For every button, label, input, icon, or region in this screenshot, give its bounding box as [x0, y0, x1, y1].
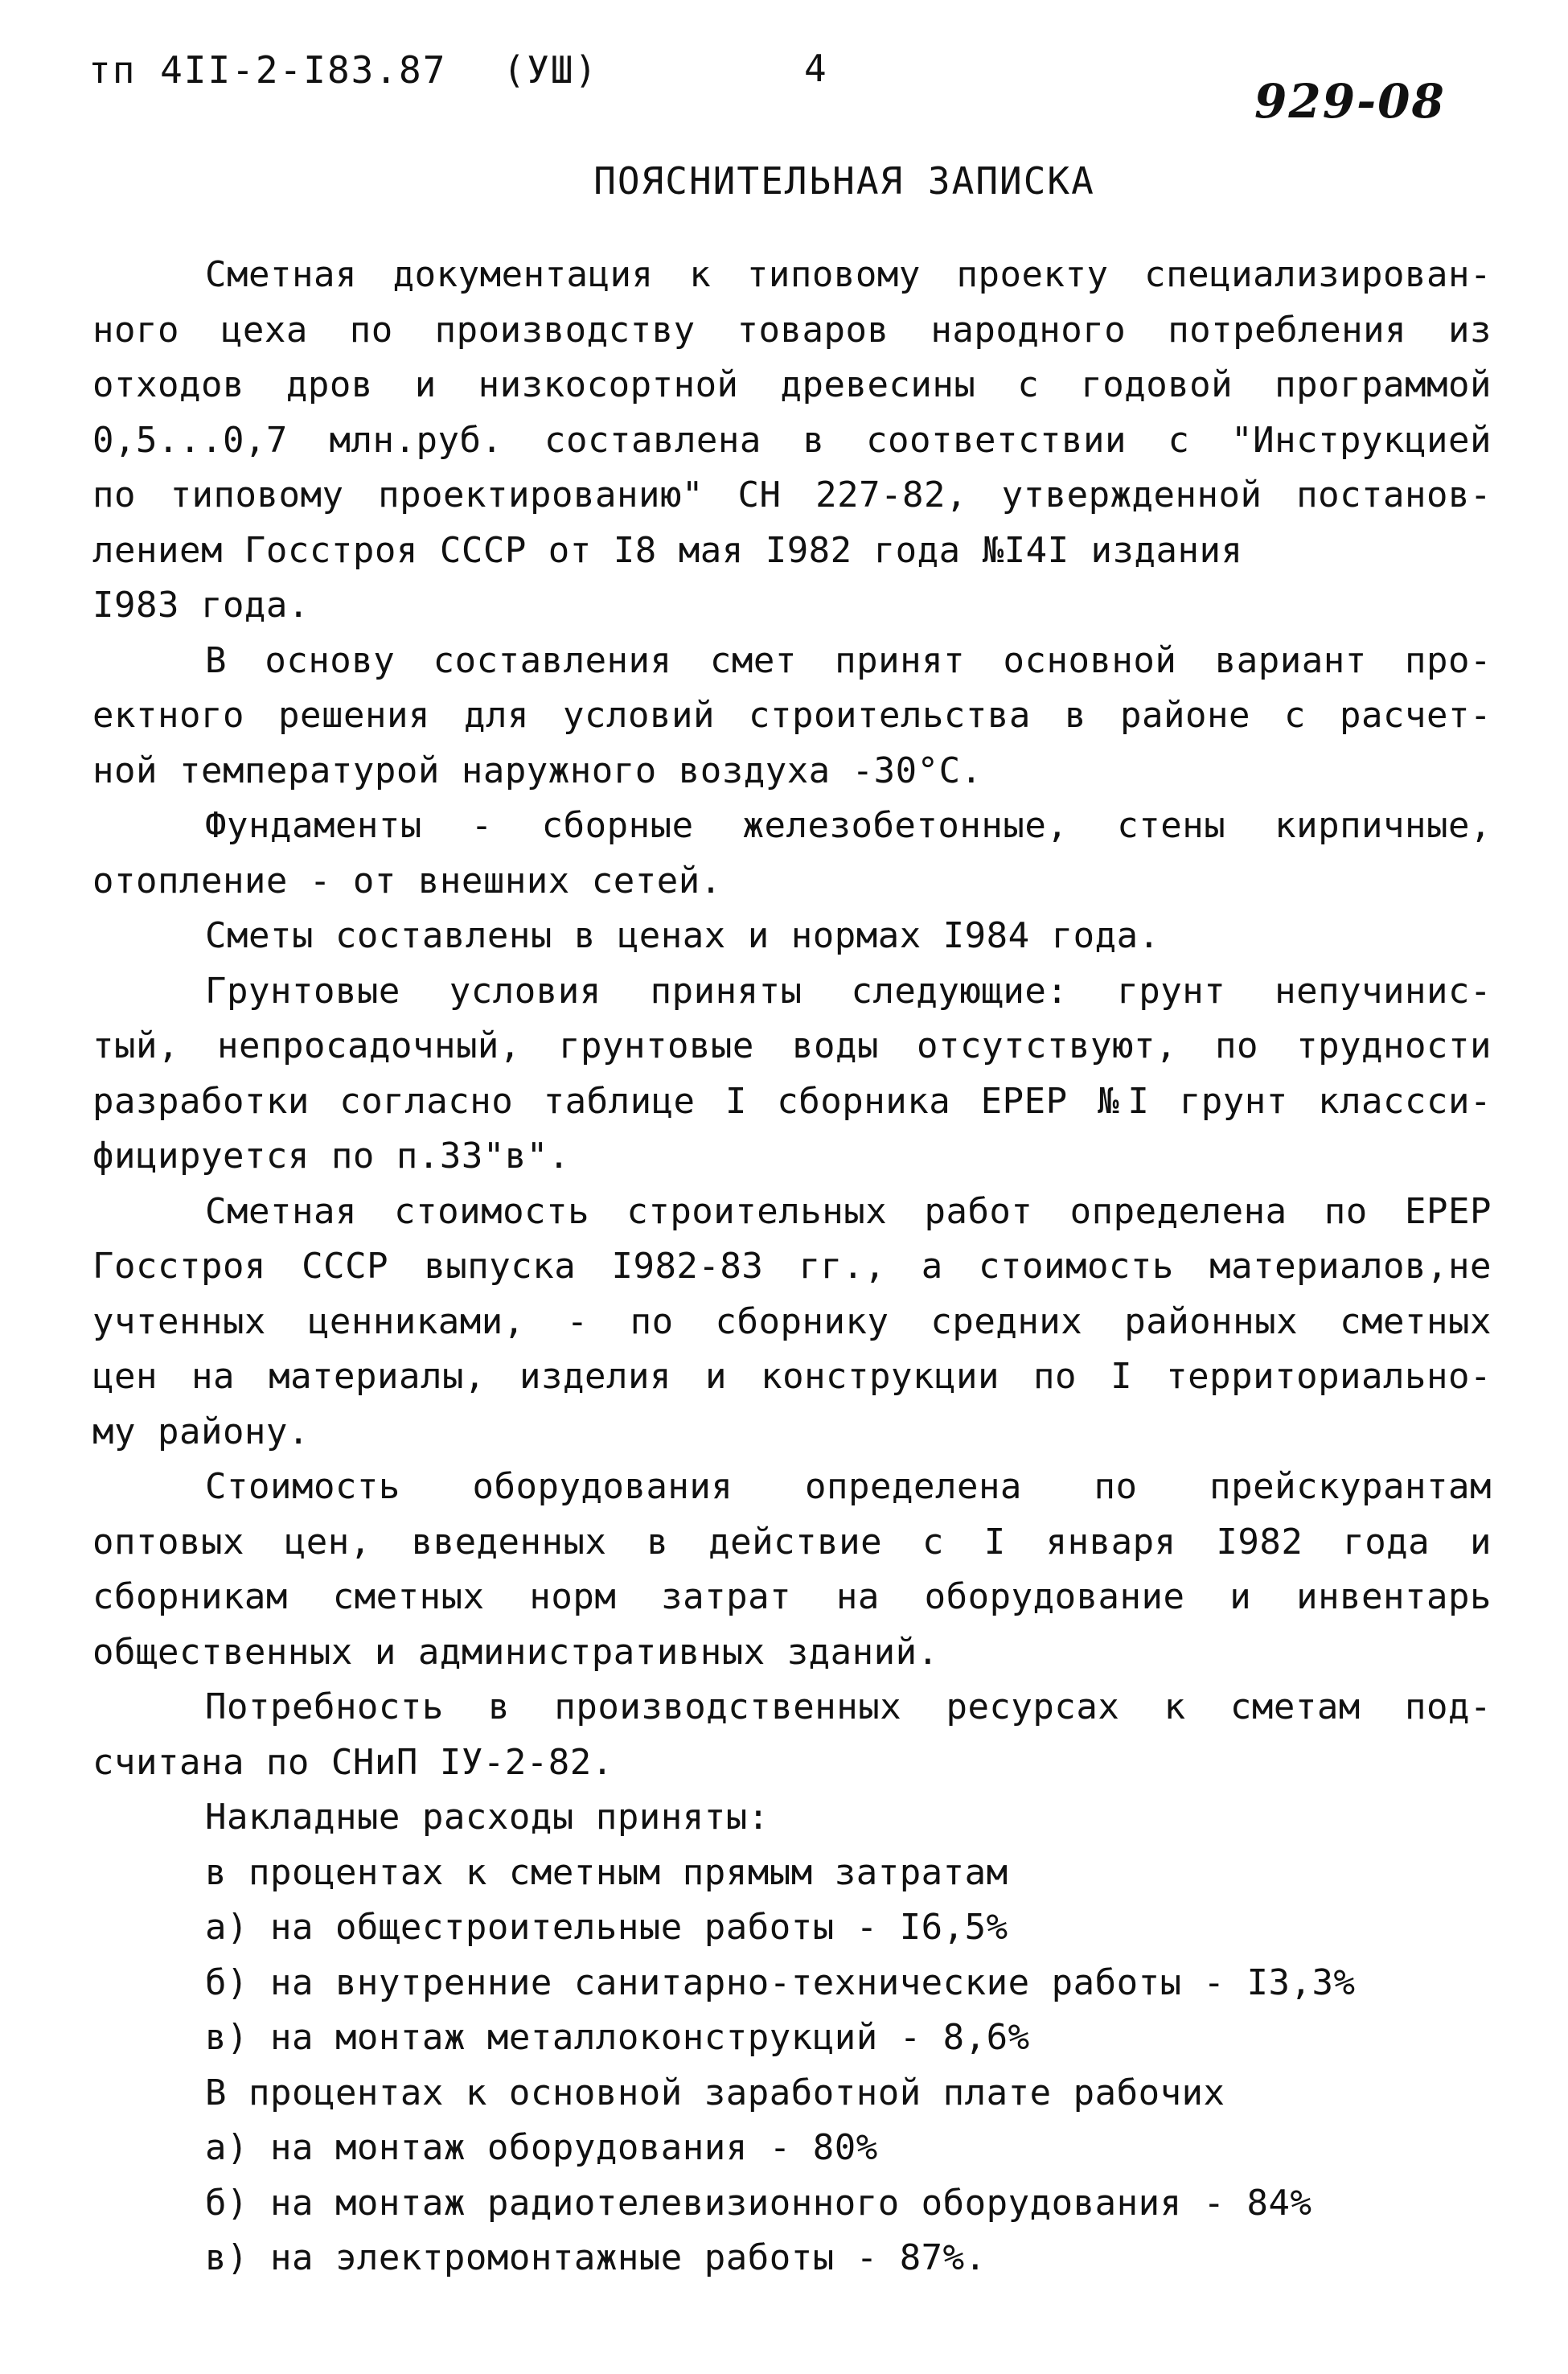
text-line: считана по СНиП IУ-2-82.: [92, 1741, 614, 1783]
volume-part: (УШ): [503, 48, 599, 92]
text-line: 0,5...0,7 млн.руб. составлена в соответствии с "Инструкцией: [92, 419, 1492, 461]
text-line: Сметная документация к типовому проекту специализирован-: [205, 254, 1492, 295]
text-line: общественных и административных зданий.: [92, 1631, 939, 1673]
handwritten-number: 929-08: [1254, 74, 1446, 129]
text-line: тый, непросадочный, грунтовые воды отсутствуют, по трудности: [92, 1025, 1492, 1066]
text-line: фицируется по п.33"в".: [92, 1136, 570, 1177]
list-item: а) на монтаж оборудования - 80%: [205, 2127, 878, 2168]
text-line: в процентах к сметным прямым затратам: [205, 1851, 1008, 1893]
list-item: б) на внутренние санитарно-технические работы - I3,3%: [205, 1961, 1356, 2003]
text-line: Накладные расходы приняты:: [205, 1797, 770, 1838]
document-title: ПОЯСНИТЕЛЬНАЯ ЗАПИСКА: [593, 159, 1095, 203]
project-code: тп 4II-2-I83.87: [88, 48, 447, 92]
text-line: отходов дров и низкосортной древесины с годовой программой: [92, 364, 1492, 405]
text-line: Стоимость оборудования определена по прейскурантам: [205, 1466, 1492, 1507]
text-line: отопление - от внешних сетей.: [92, 860, 722, 902]
text-line: Сметная стоимость строительных работ определена по ЕРЕР: [205, 1190, 1492, 1232]
document-header: [88, 48, 598, 92]
body-text: [92, 248, 1492, 2286]
list-item: а) на общестроительные работы - I6,5%: [205, 1907, 1008, 1948]
text-line: сборникам сметных норм затрат на оборудование и инвентарь: [92, 1576, 1492, 1617]
text-line: Сметы составлены в ценах и нормах I984 года.: [205, 915, 1160, 956]
text-line: ной температурой наружного воздуха -30°С.: [92, 750, 983, 791]
text-line: Потребность в производственных ресурсах к сметам под-: [205, 1686, 1492, 1727]
text-line: му району.: [92, 1411, 310, 1452]
text-line: I983 года.: [92, 585, 310, 626]
text-line: учтенных ценниками, - по сборнику средних районных сметных: [92, 1300, 1492, 1342]
page-number: 4: [804, 47, 827, 90]
text-line: разработки согласно таблице I сборника ЕРЕР №I грунт классси-: [92, 1080, 1492, 1122]
text-line: лением Госстроя СССР от I8 мая I982 года №I4I издания: [92, 529, 1243, 571]
list-item: в) на монтаж металлоконструкций - 8,6%: [205, 2017, 1030, 2058]
text-line: Фундаменты - сборные железобетонные, стены кирпичные,: [205, 805, 1492, 846]
text-line: В основу составления смет принят основной вариант про-: [205, 639, 1492, 681]
text-line: оптовых цен, введенных в действие с I января I982 года и: [92, 1521, 1492, 1563]
text-line: Госстроя СССР выпуска I982-83 гг., а стоимость материалов,не: [92, 1246, 1492, 1287]
text-line: Грунтовые условия приняты следующие: грунт непучинис-: [205, 970, 1492, 1012]
list-item: в) на электромонтажные работы - 87%.: [205, 2237, 987, 2278]
text-line: ного цеха по производству товаров народного потребления из: [92, 309, 1492, 351]
text-line: ектного решения для условий строительства в районе с расчет-: [92, 695, 1492, 736]
text-line: В процентах к основной заработной плате рабочих: [205, 2072, 1225, 2113]
list-item: б) на монтаж радиотелевизионного оборудования - 84%: [205, 2182, 1312, 2224]
text-line: по типовому проектированию" СН 227-82, утвержденной постанов-: [92, 474, 1492, 515]
text-line: цен на материалы, изделия и конструкции по I территориально-: [92, 1356, 1492, 1397]
